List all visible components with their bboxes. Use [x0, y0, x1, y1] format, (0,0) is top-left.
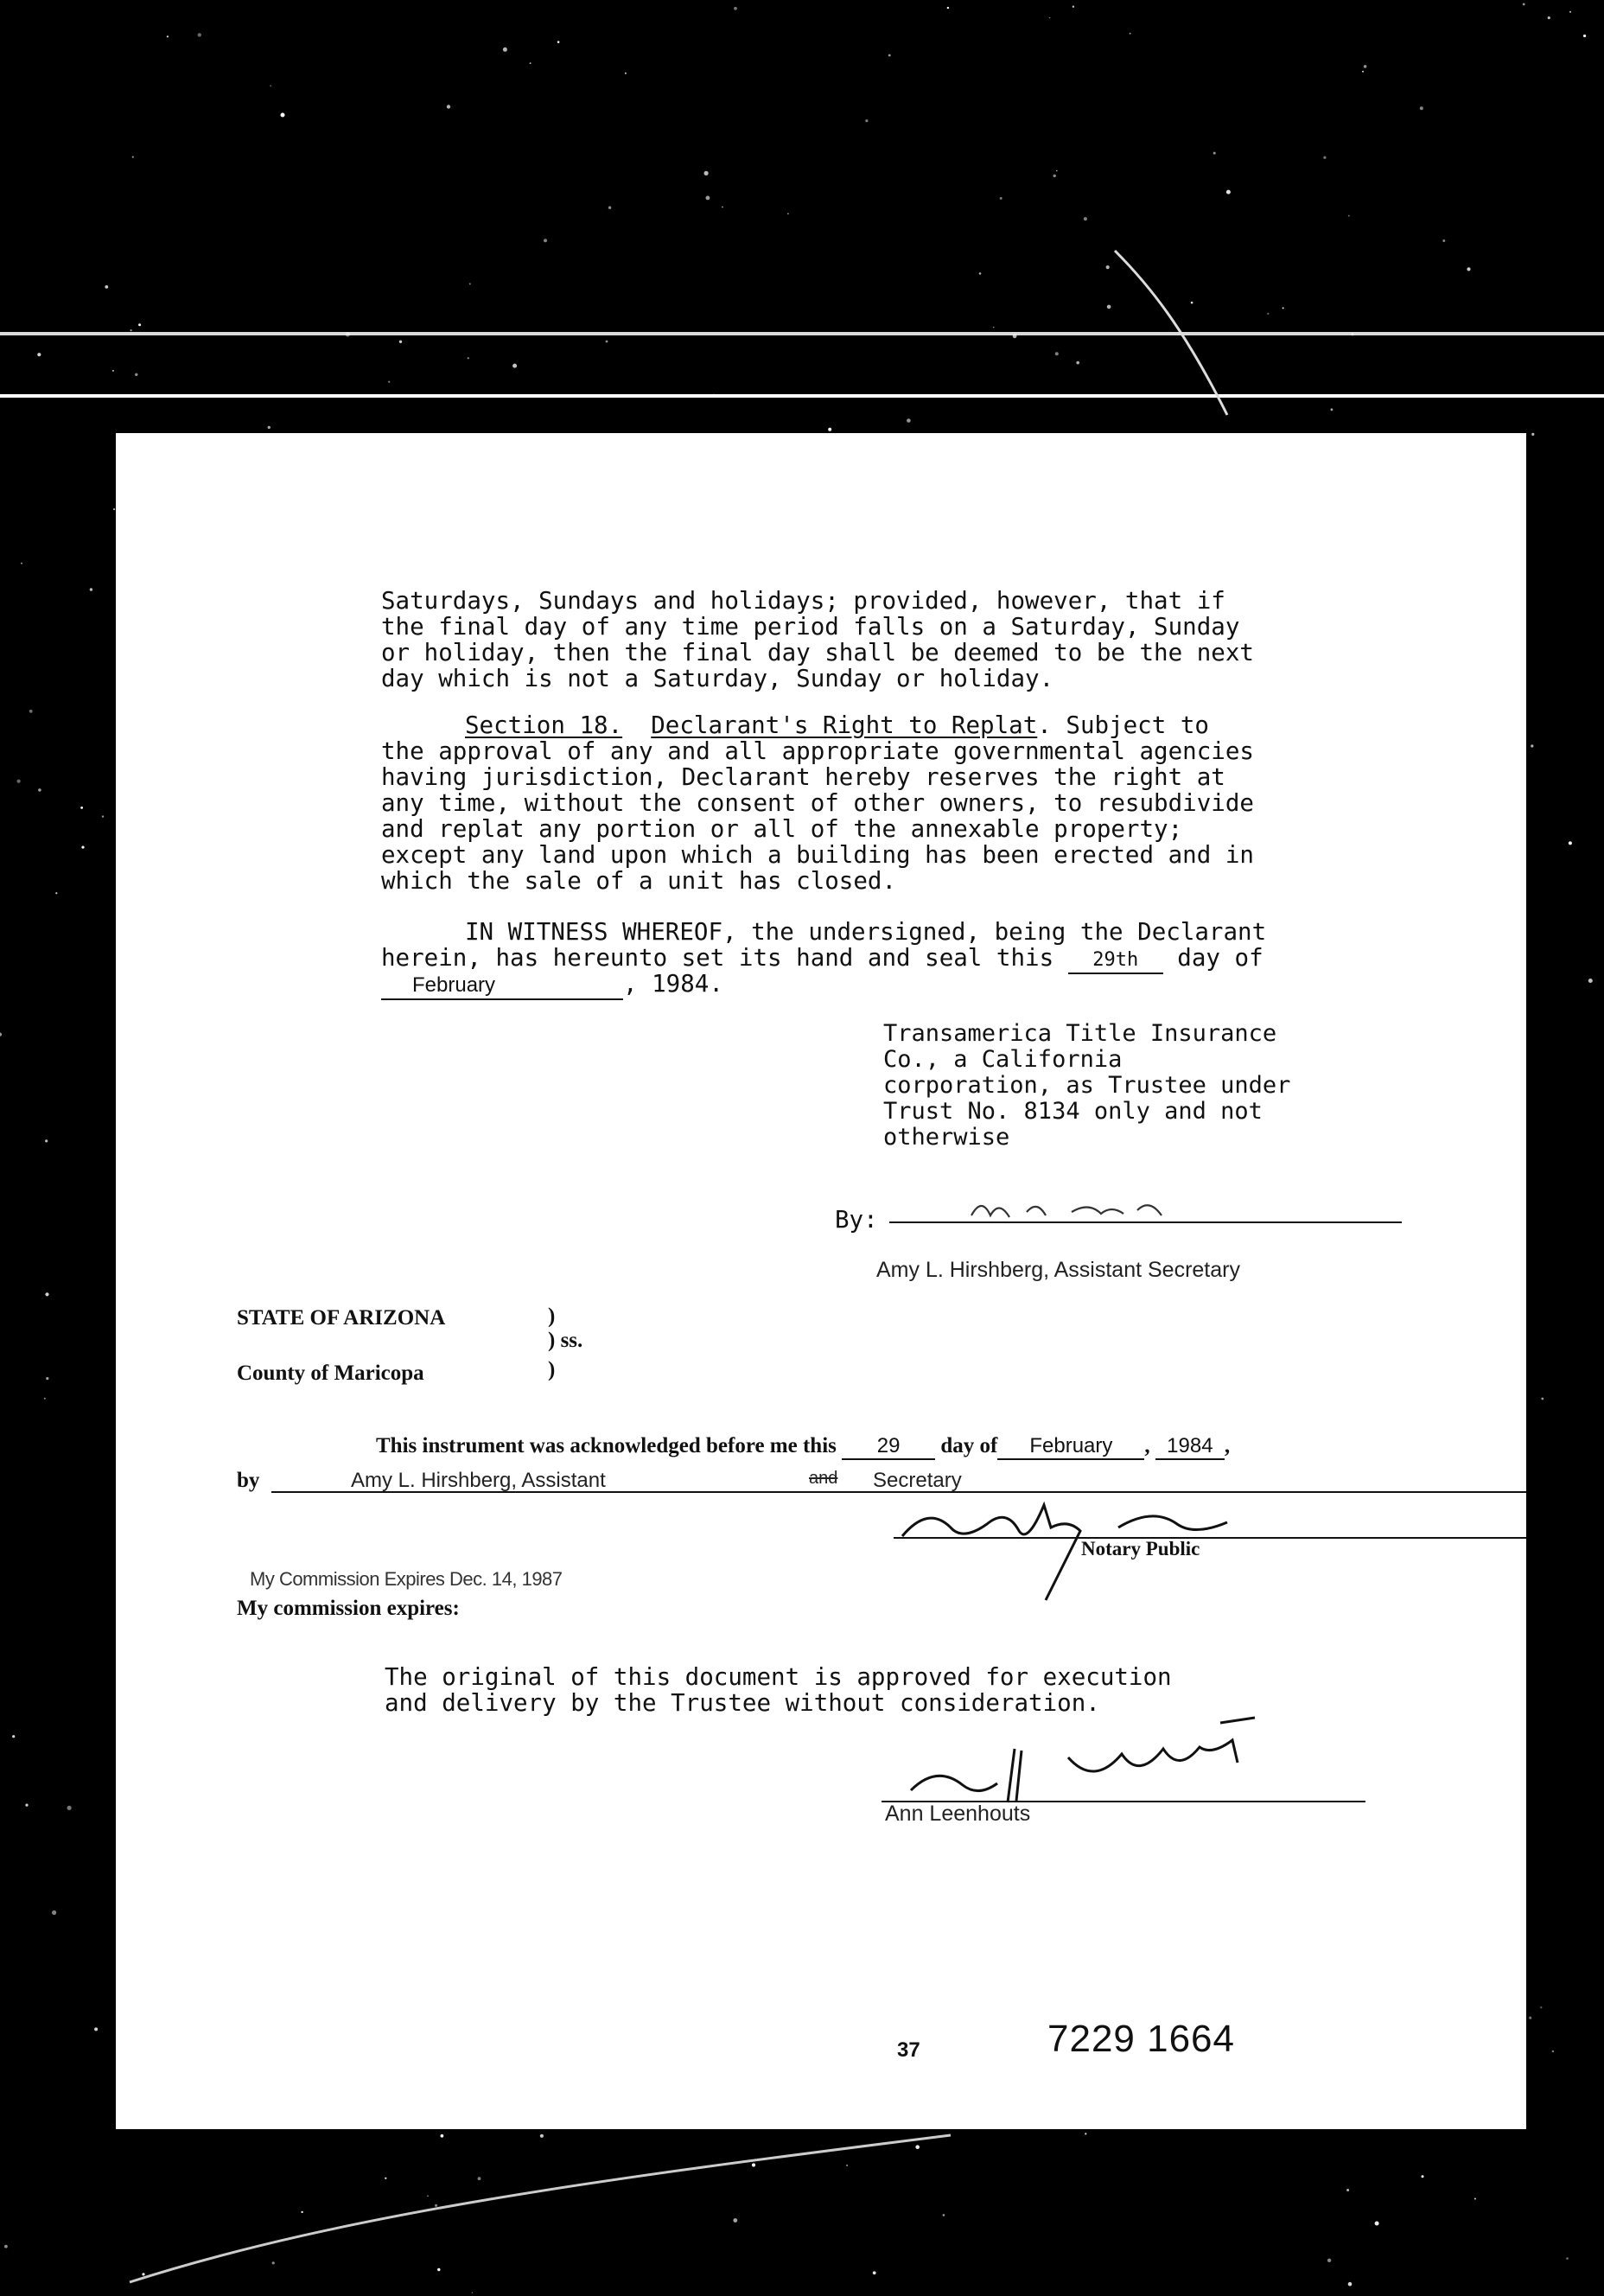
scan-speck — [272, 2261, 275, 2264]
text-line: The original of this document is approved for execution — [385, 1663, 1172, 1691]
text-line: except any land upon which a building has been erected and in — [381, 841, 1254, 869]
scan-speck — [37, 353, 41, 356]
scan-speck — [1130, 33, 1131, 35]
scan-speck — [21, 563, 22, 564]
scan-speck — [947, 7, 949, 9]
scan-speck — [301, 2211, 302, 2213]
scan-speck — [1422, 2175, 1424, 2178]
scan-speck — [1348, 215, 1350, 217]
scan-speck — [1055, 352, 1059, 355]
scan-speck — [907, 418, 911, 423]
scan-speck — [142, 2273, 144, 2275]
ack-day-field: 29 — [842, 1434, 935, 1460]
approval-name: Ann Leenhouts — [885, 1802, 1031, 1826]
scan-speck — [45, 1292, 48, 1296]
document-number: 7229 1664 — [1047, 2018, 1235, 2060]
scan-speck — [130, 329, 132, 331]
scan-speck — [441, 2134, 444, 2138]
scan-speck — [1583, 35, 1586, 37]
notary-label: Notary Public — [1081, 1538, 1200, 1559]
scan-speck — [17, 780, 21, 783]
scan-speck — [888, 54, 891, 57]
scan-speck — [1000, 197, 1002, 200]
scan-speck — [1049, 17, 1051, 19]
scan-speck — [1213, 152, 1216, 155]
scan-speck — [46, 1377, 48, 1380]
scan-speck — [1056, 170, 1058, 172]
signer-name: Amy L. Hirshberg, Assistant Secretary — [876, 1258, 1240, 1282]
ss-label: ) ss. — [548, 1329, 583, 1352]
witness-day-field: 29th — [1068, 948, 1163, 974]
text-line: otherwise — [883, 1124, 1010, 1151]
scan-speck — [55, 892, 57, 894]
state-label: STATE OF ARIZONA — [237, 1306, 446, 1330]
ack-month-field: February — [997, 1434, 1144, 1460]
section-title: Declarant's Right to Replat — [651, 711, 1038, 739]
text-line: or holiday, then the final day shall be deemed to be the next — [381, 639, 1254, 666]
scan-speck — [1283, 307, 1284, 309]
paren-top: ) — [548, 1304, 556, 1328]
scan-speck — [1523, 3, 1525, 6]
scan-speck — [1364, 65, 1367, 68]
scan-speck — [943, 2214, 945, 2216]
scan-speck — [447, 105, 450, 108]
scan-speck — [472, 2292, 474, 2293]
scan-speck — [1531, 433, 1534, 436]
scan-speck — [733, 2218, 737, 2223]
scan-speck — [1552, 2050, 1554, 2052]
commission-stamp: My Commission Expires Dec. 14, 1987 — [250, 1568, 563, 1590]
scan-speck — [29, 710, 33, 713]
scan-speck — [1467, 267, 1470, 271]
scan-speck — [846, 2165, 848, 2166]
ack-by-label: by — [237, 1469, 260, 1492]
scan-speck — [1566, 2257, 1569, 2260]
by-label: By: — [835, 1206, 878, 1234]
scan-speck — [530, 62, 531, 64]
scan-speck — [1474, 2198, 1476, 2200]
witness-line-2: herein, has hereunto set its hand and seal this 29th day of — [381, 945, 1263, 974]
scan-speck — [865, 119, 868, 122]
scan-speck — [113, 508, 115, 510]
signature-scribbles — [116, 433, 1526, 2129]
scan-speck — [1226, 190, 1231, 195]
scan-speck — [1073, 6, 1074, 8]
scan-speck — [557, 41, 560, 43]
scan-speck — [1348, 2282, 1353, 2286]
scan-speck — [1531, 744, 1533, 747]
scan-speck — [437, 2268, 440, 2271]
text-line: and replat any portion or all of the annexable property; — [381, 815, 1183, 843]
text-line: corporation, as Trustee under — [883, 1072, 1291, 1099]
acknowledgment-sentence: This instrument was acknowledged before me this 29 day of February , 1984 , — [376, 1434, 1230, 1460]
scan-speck — [503, 48, 507, 52]
scan-speck — [993, 327, 995, 328]
scan-speck — [1420, 106, 1423, 110]
scan-speck — [540, 2134, 544, 2138]
text-line: Co., a California — [883, 1046, 1123, 1073]
scan-speck — [1375, 2222, 1379, 2226]
scan-speck — [1106, 265, 1110, 269]
document-page — [116, 433, 1526, 2129]
scan-speck — [1362, 71, 1364, 73]
scan-speck — [90, 588, 92, 590]
scan-speck — [1013, 334, 1017, 338]
commission-label: My commission expires: — [237, 1597, 460, 1620]
witness-line-1: IN WITNESS WHEREOF, the undersigned, being the Declarant — [465, 918, 1267, 946]
scan-speck — [167, 35, 169, 37]
scan-speck — [135, 373, 137, 376]
scan-speck — [1191, 302, 1193, 304]
scan-speck — [1588, 979, 1593, 983]
scan-speck — [198, 33, 201, 36]
text-line: Saturdays, Sundays and holidays; provided, however, that if — [381, 587, 1225, 615]
scan-speck — [4, 2245, 8, 2248]
scan-speck — [81, 846, 84, 849]
scan-speck — [1327, 2259, 1331, 2262]
scan-speck — [1076, 361, 1079, 365]
scan-speck — [873, 2271, 876, 2274]
scan-speck — [915, 2145, 920, 2149]
scan-speck — [270, 85, 271, 86]
scan-speck — [979, 272, 982, 275]
struck-word: and — [809, 1469, 838, 1488]
text-line: the approval of any and all appropriate governmental agencies — [381, 737, 1254, 765]
text-line: any time, without the consent of other owners, to resubdivide — [381, 789, 1254, 817]
scan-speck — [38, 788, 41, 792]
scan-speck — [138, 323, 141, 326]
scan-speck — [625, 73, 627, 74]
scan-speck — [1540, 2006, 1542, 2008]
scan-speck — [1085, 2133, 1086, 2134]
scan-speck — [712, 394, 715, 397]
scan-speck — [427, 2196, 429, 2197]
scan-speck — [44, 1398, 46, 1400]
trustee-signature — [971, 1205, 1162, 1217]
scan-speck — [478, 2177, 481, 2180]
scan-speck — [346, 332, 350, 336]
scan-speck — [385, 2178, 386, 2179]
scan-speck — [281, 113, 285, 118]
scan-speck — [80, 807, 83, 809]
text-line: the final day of any time period falls on a Saturday, Sunday — [381, 613, 1240, 641]
scan-speck — [1529, 2017, 1531, 2019]
scan-speck — [468, 357, 469, 359]
ack-title: Secretary — [873, 1469, 962, 1492]
scan-speck — [25, 1804, 28, 1807]
scan-speck — [1541, 1398, 1544, 1400]
scan-speck — [752, 2163, 755, 2166]
scan-speck — [268, 426, 271, 429]
county-label: County of Maricopa — [237, 1362, 424, 1385]
scan-speck — [102, 815, 104, 817]
scan-speck — [828, 428, 831, 431]
scan-speck — [112, 370, 114, 372]
ack-year-field: 1984 — [1155, 1434, 1225, 1460]
scan-speck — [608, 207, 611, 209]
scan-speck — [105, 285, 108, 289]
scan-speck — [1107, 305, 1111, 309]
scan-speck — [1351, 333, 1353, 335]
text-line: day which is not a Saturday, Sunday or holiday. — [381, 665, 1054, 692]
text-line: which the sale of a unit has closed. — [381, 867, 897, 895]
scan-speck — [706, 196, 710, 201]
scan-speck — [12, 1735, 15, 1738]
scan-speck — [52, 1910, 56, 1915]
scan-speck — [1442, 239, 1445, 242]
scan-speck — [1569, 841, 1572, 845]
page-number: 37 — [897, 2038, 920, 2062]
scan-speck — [388, 381, 390, 383]
scan-speck — [704, 171, 709, 175]
notary-signature — [902, 1505, 1227, 1600]
section-lead: . Subject to — [1037, 711, 1209, 739]
ack-by-name: Amy L. Hirshberg, Assistant — [351, 1469, 606, 1492]
approval-signature — [911, 1718, 1255, 1802]
text-line: Transamerica Title Insurance — [883, 1020, 1277, 1047]
scan-speck — [544, 239, 547, 242]
scan-speck — [1267, 313, 1269, 315]
scan-speck — [1569, 11, 1571, 13]
scan-speck — [1331, 408, 1333, 411]
scan-speck — [94, 2027, 98, 2031]
scan-speck — [606, 341, 608, 343]
scan-speck — [734, 7, 737, 10]
scan-speck — [132, 156, 134, 158]
scan-speck — [469, 283, 471, 284]
scan-speck — [435, 2204, 437, 2207]
scan-speck — [722, 207, 723, 208]
scan-speck — [1323, 156, 1326, 159]
scan-speck — [1346, 2189, 1349, 2191]
text-line: having jurisdiction, Declarant hereby reserves the right at — [381, 763, 1225, 791]
paren-bottom: ) — [548, 1358, 556, 1381]
scan-speck — [512, 364, 517, 368]
scan-speck — [45, 1139, 48, 1142]
scan-speck — [1548, 16, 1550, 19]
scan-speck — [1053, 175, 1056, 177]
scan-speck — [67, 1806, 72, 1810]
text-line: Trust No. 8134 only and not — [883, 1098, 1263, 1125]
witness-line-3: February , 1984. — [381, 971, 723, 1000]
text-line: and delivery by the Trustee without consideration. — [385, 1689, 1100, 1717]
witness-month-field: February — [381, 973, 623, 1000]
scan-speck — [787, 213, 789, 214]
scan-speck — [399, 341, 402, 343]
section-number: Section 18. — [465, 711, 623, 739]
scan-speck — [1084, 217, 1087, 220]
